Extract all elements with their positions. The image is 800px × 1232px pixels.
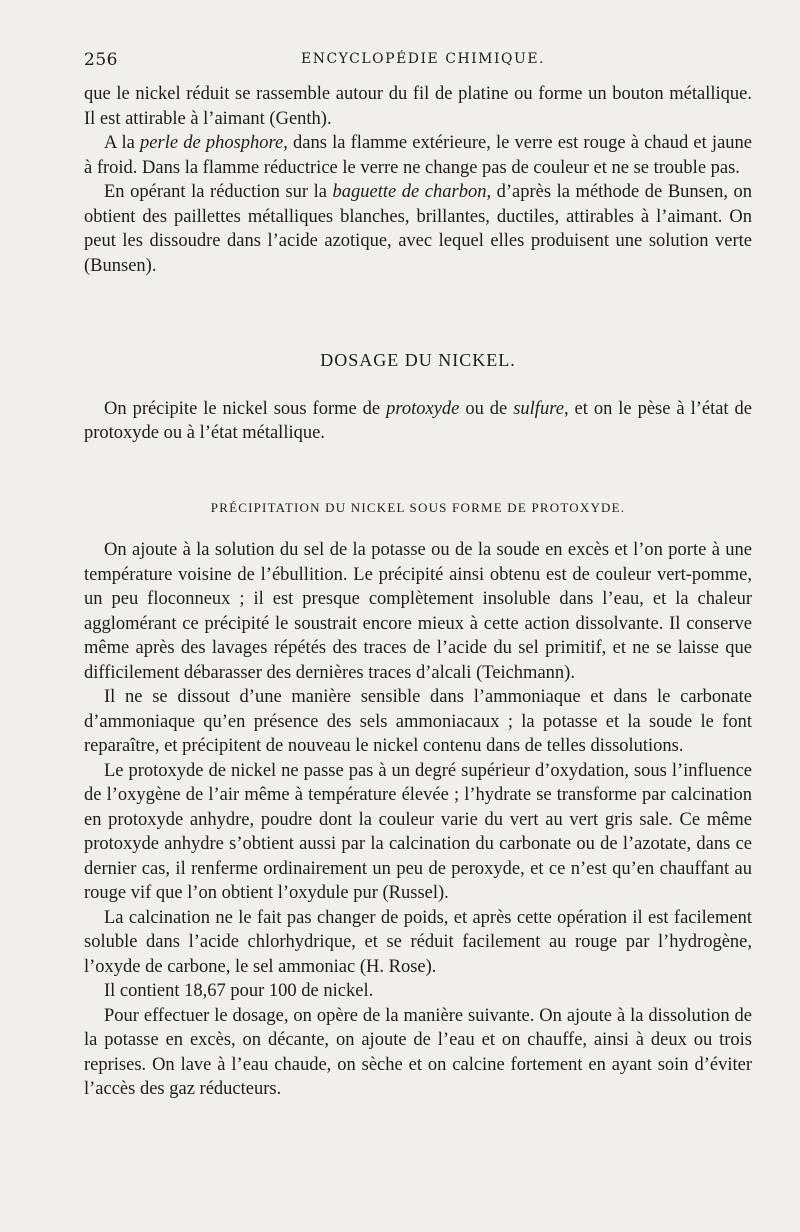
page-number: 256 <box>84 50 118 70</box>
paragraph: Le protoxyde de nickel ne passe pas à un degré supérieur d’oxydation, sous l’influence de l’oxygène de l’air même à température élevée ; l’hydrate se transforme par calcination en protoxyde anhydre, poudre dont la couleur varie du vert au vert gris sale. Ce même protoxyde anhydre s’obtient aussi par la calcination du carbonate ou de l’azotate, dans ce dernier cas, il renferme ordinairement un peu de peroxyde, et ce n’est qu’en chauffant au rouge vif que l’on obtient l’oxydule pur (Russel). <box>84 760 752 903</box>
paragraph: Pour effectuer le dosage, on opère de la manière suivante. On ajoute à la dissolution de la potasse en excès, on décante, on ajoute de l’eau et on chauffe, ainsi à deux ou trois reprises. On lave à l’eau chaude, on sèche et on calcine fortement en ayant soin d’éviter l’accès des gaz réducteurs. <box>84 1005 752 1099</box>
page-body <box>84 82 752 1102</box>
term-sulfure: sulfure <box>513 398 564 419</box>
paragraph: La calcination ne le fait pas changer de poids, et après cette opération il est facilement soluble dans l’acide chlorhydrique, et se réduit facilement au rouge par l’hydrogène, l’oxyde de carbone, le sel ammoniac (H. Rose). <box>84 907 752 977</box>
term-protoxyde: protoxyde <box>386 398 460 419</box>
running-head: ENCYCLOPÉDIE CHIMIQUE. <box>301 51 545 67</box>
paragraph-perle-de-phosphore: A la perle de phosphore, dans la flamme extérieure, le verre est rouge à chaud et jaune à froid. Dans la flamme réductrice le verre ne change pas de couleur et ne se trouble pas. <box>84 133 752 178</box>
paragraph-continuation: que le nickel réduit se rassemble autour du fil de platine ou forme un bouton métallique. Il est attirable à l’aimant (Genth). <box>84 84 752 129</box>
paragraph-section-intro: On précipite le nickel sous forme de protoxyde ou de sulfure, et on le pèse à l’état de protoxyde ou à l’état métallique. <box>84 398 752 443</box>
term-perle-de-phosphore: perle de phosphore <box>140 133 284 153</box>
term-baguette-de-charbon: baguette de charbon <box>332 182 487 202</box>
paragraph: On ajoute à la solution du sel de la potasse ou de la soude en excès et l’on porte à une température voisine de l’ébullition. Le précipité ainsi obtenu est de couleur vert-pomme, un peu floconneux ; il est presque complètement insoluble dans l’eau, et la chaleur agglomérant ce précipité le soustrait encore mieux à cette action dissolvante. Il conserve même après des lavages répétés des traces de l’acide du sel primitif, et ne se laisse que difficilement débarasser des dernières traces d’alcali (Teichmann). <box>84 540 752 683</box>
paragraph: Il ne se dissout d’une manière sensible dans l’ammoniaque et dans le carbonate d’ammoniaque qu’en présence des sels ammoniacaux ; la potasse et la soude le font reparaître, et précipitent de nouveau le nickel contenu dans de telles dissolutions. <box>84 687 752 756</box>
paragraph-baguette-de-charbon: En opérant la réduction sur la baguette de charbon, d’après la méthode de Bunsen, on obtient des paillettes métalliques blanches, brillantes, ductiles, attirables à l’aimant. On peut les dissoudre dans l’acide azotique, avec lequel elles produisent une solution verte (Bunsen). <box>84 182 752 276</box>
section-title: DOSAGE DU NICKEL. <box>320 350 516 370</box>
paragraph: Il contient 18,67 pour 100 de nickel. <box>104 981 374 1001</box>
page-header <box>84 50 752 74</box>
subsection-title: PRÉCIPITATION DU NICKEL SOUS FORME DE PROTOXYDE. <box>210 499 626 515</box>
